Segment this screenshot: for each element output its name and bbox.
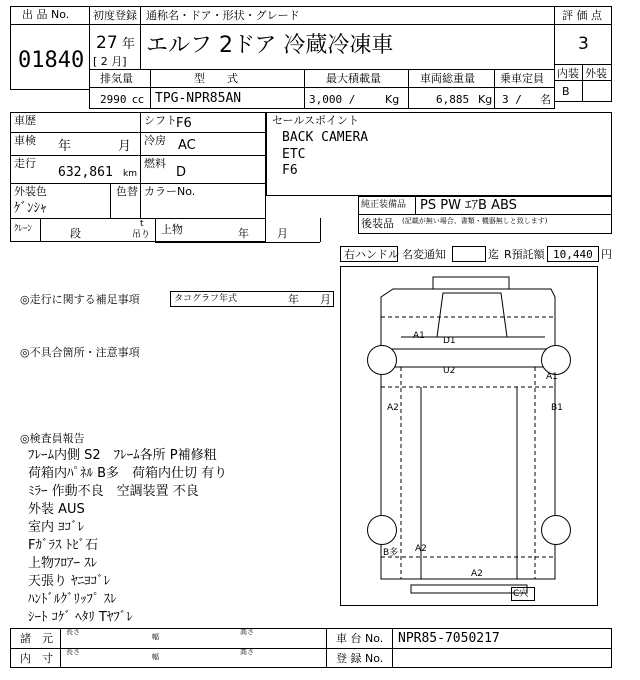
mark-b1: B1 xyxy=(551,403,563,413)
chassis-value: NPR85-7050217 xyxy=(398,631,500,646)
seats-label: 乗車定員 xyxy=(500,72,544,85)
sales-point-1: BACK CAMERA xyxy=(282,130,369,145)
footer-width-2: 幅 xyxy=(152,653,159,661)
footer-height-2: 高さ xyxy=(240,648,254,656)
disp-unit: cc xyxy=(132,93,145,106)
seats-unit: 名 xyxy=(540,93,551,106)
report-line-3: ﾐﾗｰ 作動不良 空調装置 不良 xyxy=(28,484,199,499)
report-line-8: 天張り ﾔﾆﾖｺﾞﾚ xyxy=(28,574,111,589)
lot-label: 出 品 No. xyxy=(22,8,70,21)
mileage-unit: km xyxy=(123,169,137,179)
aftermarket-note: (記載が無い場合、書類・機器無しと致します) xyxy=(402,217,548,225)
sales-point-3: F6 xyxy=(282,163,298,178)
interior-label: 内装 xyxy=(557,67,579,80)
gross-value: 6,885 xyxy=(436,93,470,106)
seats-value: 3 / xyxy=(502,93,522,106)
body-month: 月 xyxy=(277,227,288,240)
truck-outline xyxy=(341,267,597,605)
recycle-value: 10,440 xyxy=(553,248,593,261)
disp-label: 排気量 xyxy=(100,72,133,85)
mark-c-hole: C穴 xyxy=(513,589,529,599)
body-year: 年 xyxy=(238,227,249,240)
std-equip-value: PS PW ｴｱB ABS xyxy=(420,198,517,213)
history-label: 車歴 xyxy=(14,114,36,127)
load-label: 最大積載量 xyxy=(326,72,381,85)
mark-d1: D1 xyxy=(443,336,456,346)
footer-length-1: 長さ xyxy=(66,628,80,636)
footer-spec-label: 諸 元 xyxy=(20,632,53,645)
reg-year-unit: 年 xyxy=(122,37,136,52)
inspection-label: 車検 xyxy=(14,134,36,147)
reg-no-label: 登 録 No. xyxy=(336,652,384,665)
recycle-label: R預託額 xyxy=(504,248,545,261)
sales-point-2: ETC xyxy=(282,147,306,162)
lot-number: 01840 xyxy=(18,48,85,73)
load-value: 3,000 / xyxy=(309,93,356,106)
report-line-1: ﾌﾚｰﾑ内側 S2 ﾌﾚｰﾑ各所 P補修粗 xyxy=(28,448,217,463)
mark-u2: U2 xyxy=(443,366,456,376)
tacho-year: 年 xyxy=(288,293,299,306)
chassis-label: 車 台 No. xyxy=(336,632,384,645)
inspection-year: 年 xyxy=(58,139,72,154)
load-unit: Kg xyxy=(385,93,400,106)
ac-label: 冷房 xyxy=(144,134,166,147)
score-value: 3 xyxy=(578,34,589,54)
color-no-label: カラーNo. xyxy=(144,185,196,198)
shift-value: F6 xyxy=(176,116,192,131)
gross-label: 車両総重量 xyxy=(420,72,475,85)
car-name: エルフ 2ドア 冷蔵冷凍車 xyxy=(146,33,394,58)
sales-label: セールスポイント xyxy=(272,114,360,127)
mark-a1-cab: A1 xyxy=(413,331,425,341)
handle-value: 右ハンドル xyxy=(344,248,399,261)
wheel-rear-left xyxy=(367,515,397,545)
defect-notes-label: ◎不具合箇所・注意事項 xyxy=(20,346,140,359)
ac-value: AC xyxy=(178,138,196,153)
driving-notes-label: ◎走行に関する補足事項 xyxy=(20,293,140,306)
name-change-label: 名変通知 xyxy=(402,248,446,261)
footer-height-1: 高さ xyxy=(240,628,254,636)
gross-unit: Kg xyxy=(478,93,493,106)
mark-a1-right: A1 xyxy=(546,372,558,382)
footer-length-2: 長さ xyxy=(66,648,80,656)
mark-b-many: B多 xyxy=(383,548,399,558)
mark-a2-rear: A2 xyxy=(415,544,427,554)
fuel-label: 燃料 xyxy=(144,157,166,170)
model-label: 型 式 xyxy=(194,72,238,85)
report-line-5: 室内 ﾖｺﾞﾚ xyxy=(28,520,85,535)
report-line-10: ｼｰﾄ ｺｹﾞ ﾍﾀﾘ Tﾔﾌﾞﾚ xyxy=(28,610,133,625)
recycle-unit: 円 xyxy=(601,248,612,261)
wheel-rear-right xyxy=(541,515,571,545)
arrow-label: 迄 xyxy=(488,248,499,261)
color-label: 外装色 xyxy=(14,185,47,198)
interior-score: B xyxy=(562,85,570,98)
report-line-7: 上物ﾌﾛｱｰ ｽﾚ xyxy=(28,556,98,571)
tacho-label: タコグラフ年式 xyxy=(174,294,238,304)
tacho-month: 月 xyxy=(320,293,331,306)
crane-label: ｸﾚｰﾝ xyxy=(14,224,33,234)
score-label: 評 価 点 xyxy=(562,9,602,22)
disp-value: 2990 xyxy=(100,93,127,106)
crane-stage: 段 xyxy=(70,227,81,240)
model-value: TPG-NPR85AN xyxy=(155,91,242,106)
fuel-value: D xyxy=(176,165,187,180)
std-equip-label: 純正装備品 xyxy=(361,200,407,210)
inspection-month: 月 xyxy=(118,139,132,154)
report-line-2: 荷箱内ﾊﾟﾈﾙ B多 荷箱内仕切 有り xyxy=(28,466,228,481)
footer-dim-label: 内 寸 xyxy=(20,652,53,665)
report-line-9: ﾊﾝﾄﾞﾙｸﾞﾘｯﾌﾟ ｽﾚ xyxy=(28,592,117,607)
mark-a2-bottom: A2 xyxy=(471,569,483,579)
reg-month: [ 2 月] xyxy=(93,55,127,68)
wheel-front-left xyxy=(367,345,397,375)
mileage-label: 走行 xyxy=(14,157,36,170)
car-name-label: 通称名・ドア・形状・グレード xyxy=(146,9,300,22)
damage-diagram xyxy=(340,266,598,606)
color-value: ｹﾞﾝｼｬ xyxy=(14,201,47,216)
report-line-4: 外装 AUS xyxy=(28,502,85,517)
mileage-value: 632,861 xyxy=(58,165,113,180)
inspector-label: ◎検査員報告 xyxy=(20,432,85,445)
reg-label: 初度登録 xyxy=(93,9,137,22)
report-line-6: Fｶﾞﾗｽ ﾄﾋﾞ石 xyxy=(28,538,99,553)
exterior-label: 外装 xyxy=(585,67,607,80)
shift-label: シフト xyxy=(144,114,177,127)
crane-ton: t xyxy=(140,219,144,229)
reg-year: 27 xyxy=(96,33,118,53)
wheel-front-right xyxy=(541,345,571,375)
mark-a2-left: A2 xyxy=(387,403,399,413)
footer-width-1: 幅 xyxy=(152,633,159,641)
body-label: 上物 xyxy=(161,223,183,236)
crane-hang: 吊り xyxy=(132,230,151,240)
name-change-box xyxy=(452,246,486,262)
aftermarket-label: 後装品 xyxy=(361,217,394,230)
color-change-label: 色替 xyxy=(116,185,138,198)
